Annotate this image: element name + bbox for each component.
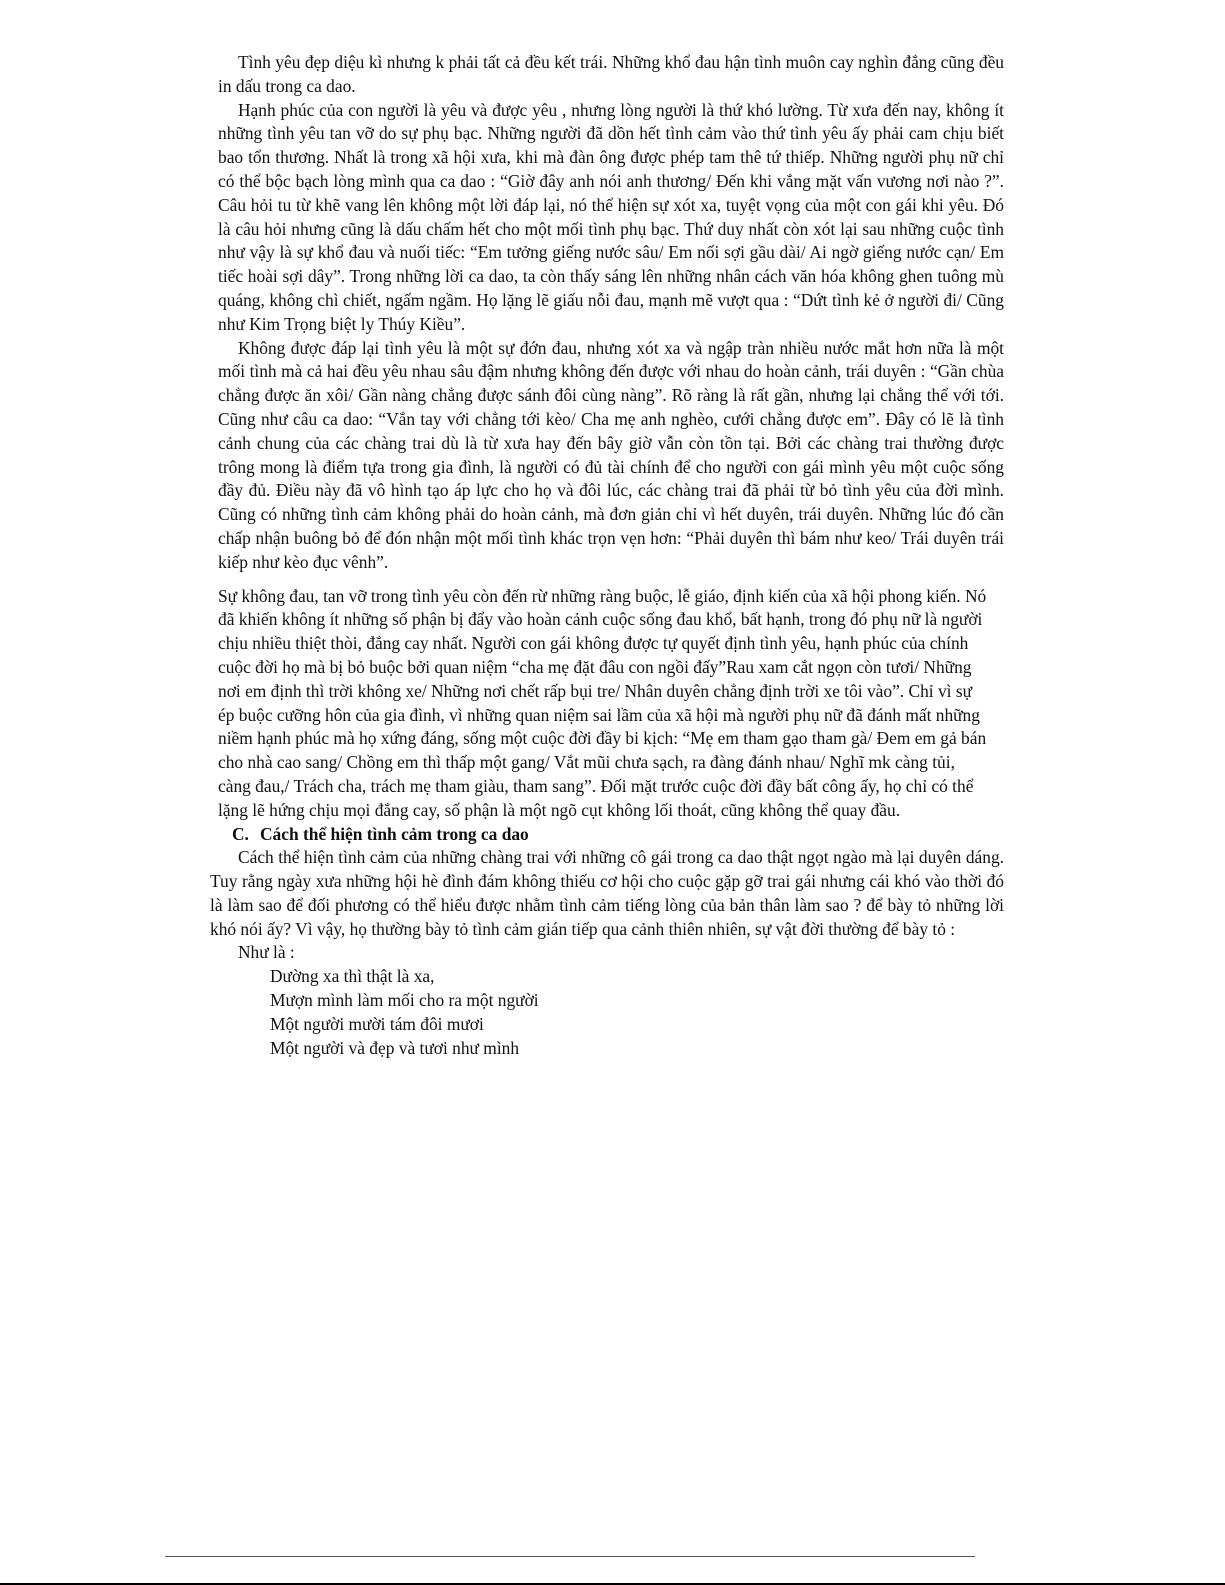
poem-line: Một người mười tám đôi mươi — [270, 1013, 484, 1034]
poem-line: Một người và đẹp và tươi như mình — [270, 1037, 520, 1058]
poem — [218, 965, 1004, 1060]
paragraph-2: Hạnh phúc của con người là yêu và được yêu , nhưng lòng người là thứ khó lường. Từ xưa đến nay, không ít những tình yêu tan vỡ do sự phụ bạc. Những người đã dồn hết tình cảm vào thứ tình yêu ấy phải cam chịu biết bao tổn thương. Nhất là trong xã hội xưa, khi mà đàn ông được phép tam thê tứ thiếp. Những người phụ nữ chỉ có thể bộc bạch lòng mình qua ca dao : “Giờ đây anh nói anh thương/ Đến khi vắng mặt vấn vương nơi nào ?”. Câu hỏi tu từ khẽ vang lên không một lời đáp lại, nó thể hiện sự xót xa, tuyệt vọng của một con gái khi yêu. Đó là câu hỏi nhưng cũng là dấu chấm hết cho một mối tình phụ bạc. Thứ duy nhất còn xót lại sau những cuộc tình như vậy là sự khổ đau và nuối tiếc: “Em tưởng giếng nước sâu/ Em nối sợi gầu dài/ Ai ngờ giếng nước cạn/ Em tiếc hoài sợi dây”. Trong những lời ca dao, ta còn thấy sáng lên những nhân cách văn hóa không ghen tuông mù quáng, không chì chiết, ngấm ngầm. Họ lặng lẽ giấu nỗi đau, mạnh mẽ vượt qua : “Dứt tình kẻ ở người đi/ Cũng như Kim Trọng biệt ly Thúy Kiều”. — [218, 99, 1004, 334]
paragraph-1: Tình yêu đẹp diệu kì nhưng k phải tất cả đều kết trái. Những khổ đau hận tình muôn cay nghìn đắng cũng đều in dấu trong ca dao. — [218, 52, 1004, 96]
paragraph-3: Không được đáp lại tình yêu là một sự đớn đau, nhưng xót xa và ngập tràn nhiều nước mắt hơn nữa là một mối tình mà cả hai đều yêu nhau sâu đậm nhưng không đến được với nhau do hoàn cảnh, trái duyên : “Gần chùa chẳng được ăn xôi/ Gần nàng chẳng được sánh đôi cùng nàng”. Rõ ràng là rất gần, nhưng lại chẳng thể với tới. Cũng như câu ca dao: “Vắn tay với chẳng tới kèo/ Cha mẹ anh nghèo, cưới chẳng được em”. Đây có lẽ là tình cảnh chung của các chàng trai dù là từ xưa hay đến bây giờ vẫn còn tồn tại. Bởi các chàng trai thường được trông mong là điểm tựa trong gia đình, là người có đủ tài chính để cho người con gái mình yêu một cuộc sống đầy đủ. Điều này đã vô hình tạo áp lực cho họ và đôi lúc, các chàng trai đã phải từ bỏ tình yêu của đời mình. Cũng có những tình cảm không phải do hoàn cảnh, mà đơn giản chỉ vì hết duyên, trái duyên. Những lúc đó cần chấp nhận buông bỏ để đón nhận một mối tình khác trọn vẹn hơn: “Phải duyên thì bám như keo/ Trái duyên trái kiếp như kèo đục vênh”. — [218, 337, 1004, 572]
section-paragraph: Cách thể hiện tình cảm của những chàng trai với những cô gái trong ca dao thật ngọt ngào mà lại duyên dáng. Tuy rằng ngày xưa những hội hè đình đám không thiếu cơ hội cho cuộc gặp gỡ trai gái nhưng cái khó vào thời đó là làm sao để đối phương có thể hiểu được nhằm tình cảm tiếng lòng của bản thân làm sao ? để bày tỏ những lời khó nói ấy? Vì vậy, họ thường bày tỏ tình cảm gián tiếp qua cảnh thiên nhiên, sự vật đời thường để bày tỏ : — [210, 847, 1004, 939]
poem-intro: Như là : — [238, 942, 295, 963]
section-heading-label: C. — [232, 823, 249, 844]
poem-line: Mượn mình làm mối cho ra một người — [270, 990, 539, 1011]
poem-line: Dường xa thì thật là xa, — [270, 966, 435, 987]
paragraph-4: Sự không đau, tan vỡ trong tình yêu còn đến rừ những ràng buộc, lễ giáo, định kiến của xã hội phong kiến. Nó đã khiến không ít những số phận bị đẩy vào hoàn cảnh cuộc sống đau khổ, bất hạnh, trong đó phụ nữ là người chịu nhiều thiệt thòi, đắng cay nhất. Người con gái không được tự quyết định tình yêu, hạnh phúc của chính cuộc đời họ mà bị bỏ buộc bởi quan niệm “cha mẹ đặt đâu con ngồi đấy”Rau xam cắt ngọn còn tươi/ Những nơi em định thì trời không xe/ Những nơi chết rấp bụi tre/ Nhân duyên chẳng định trời xe tôi vào”. Chỉ vì sự ép buộc cưỡng hôn của gia đình, vì những quan niệm sai lầm của xã hội mà người phụ nữ đã đánh mất những niềm hạnh phúc mà họ xứng đáng, sống một cuộc đời đầy bi kịch: “Mẹ em tham gạo tham gà/ Đem em gả bán cho nhà cao sang/ Chồng em thì thấp một gang/ Vắt mũi chưa sạch, ra đàng đánh nhau/ Nghĩ mk càng tủi, càng đau,/ Trách cha, trách mẹ tham giàu, tham sang”. Đối mặt trước cuộc đời đầy bất công ấy, họ chỉ có thể lặng lẽ hứng chịu mọi đắng cay, số phận là một ngõ cụt không lối thoát, cũng không thể quay đầu. — [218, 585, 987, 820]
document-page — [210, 51, 1004, 1060]
footnote-divider — [165, 1556, 975, 1557]
section-heading-text: Cách thể hiện tình cảm trong ca dao — [260, 823, 529, 844]
section-heading — [218, 823, 1004, 847]
